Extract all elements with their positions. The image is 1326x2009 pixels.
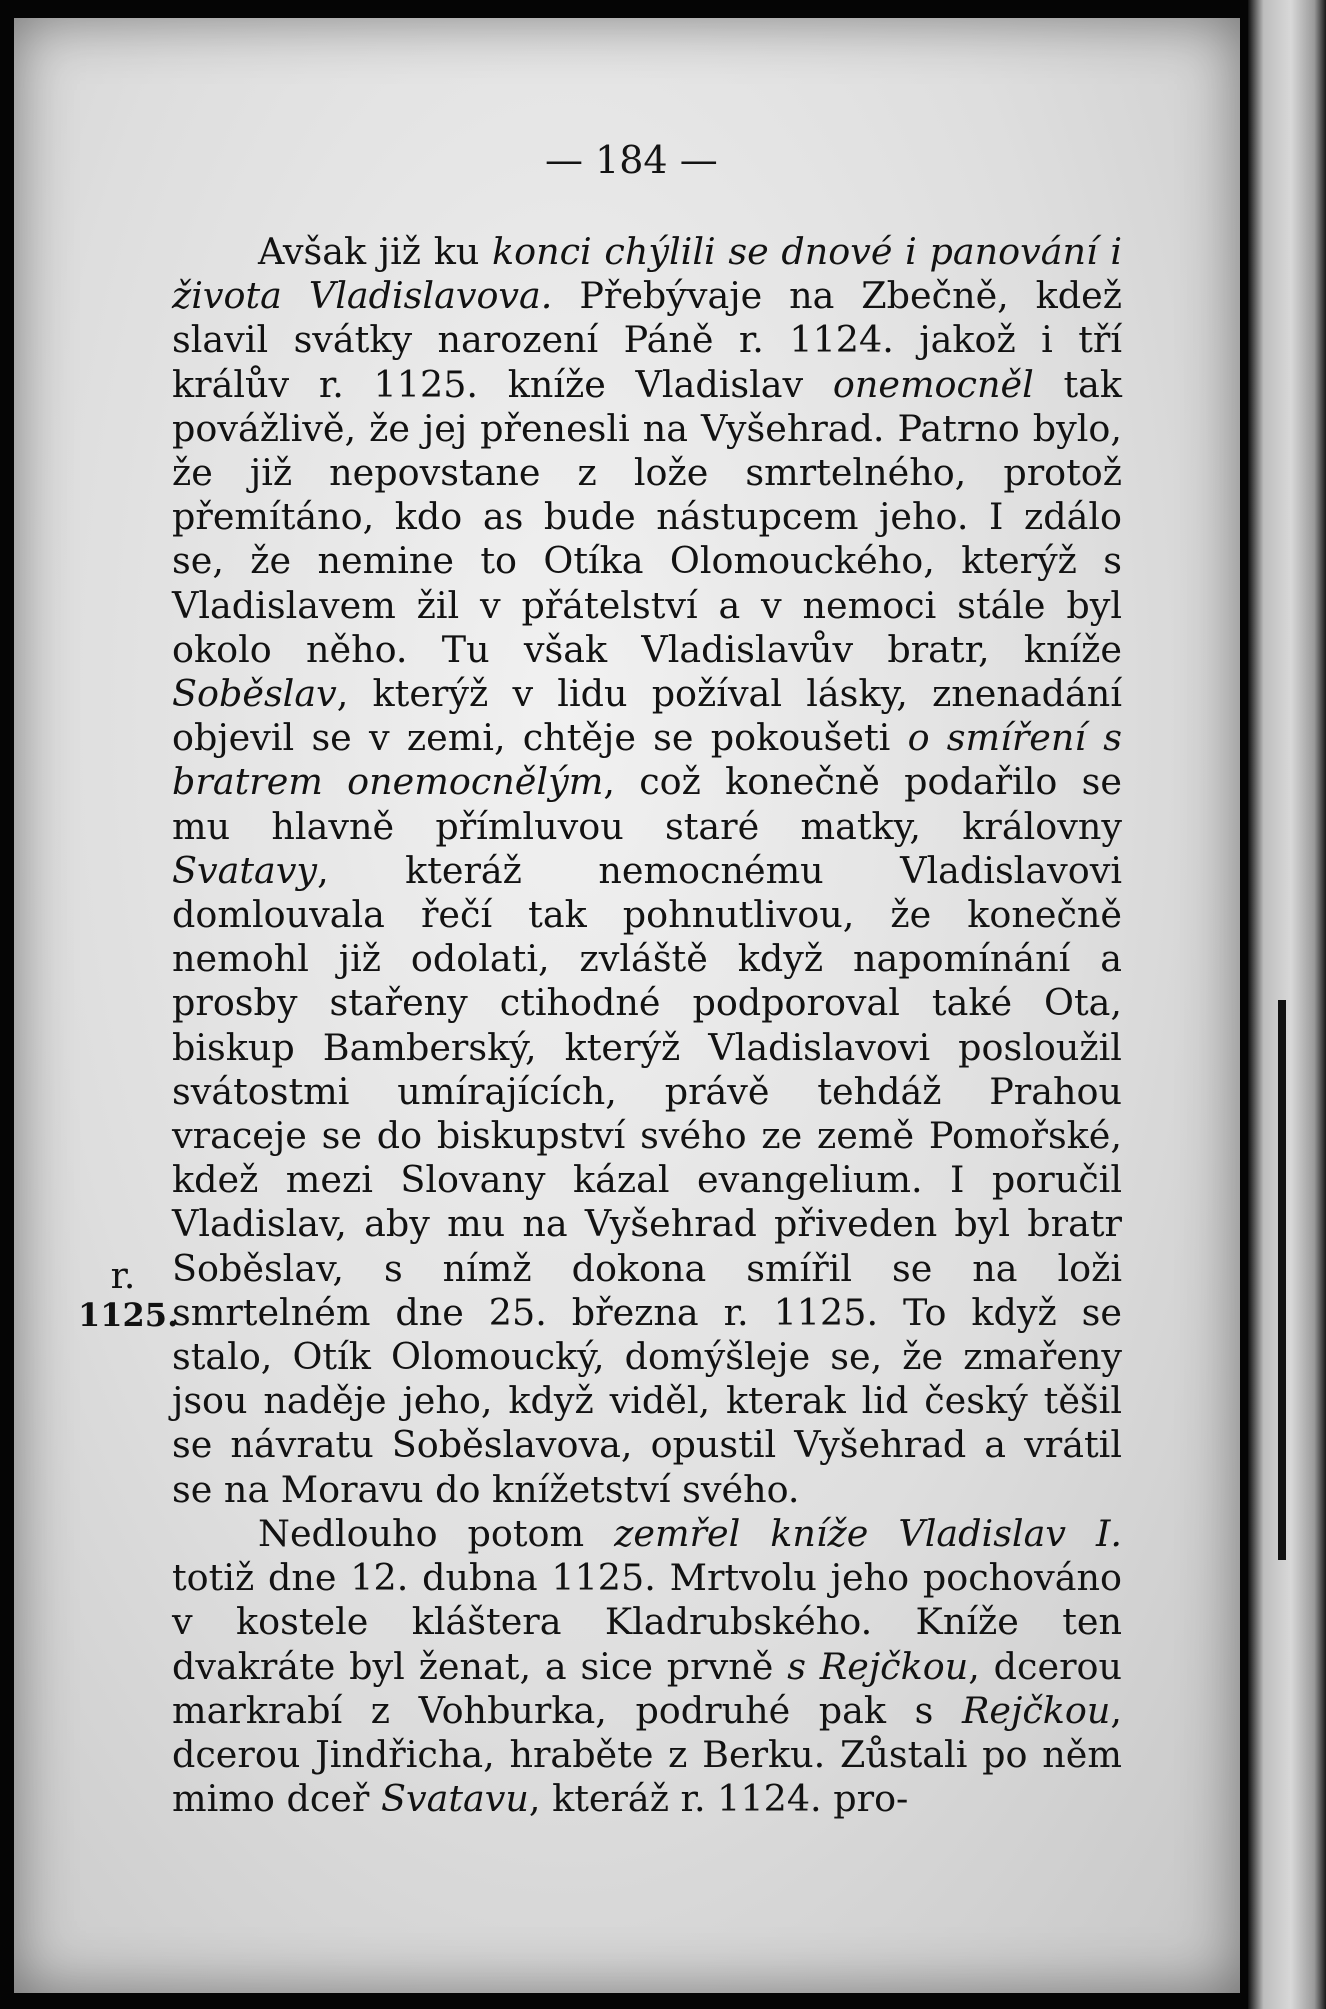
margin-note-year (78, 1256, 179, 1334)
italic-run: konci chýlili se dnové i panování i života Vladislavova. (172, 230, 1123, 318)
italic-run: Rejčkou (961, 1688, 1111, 1732)
italic-run: Svatavy (172, 848, 318, 892)
italic-run: o smíření s bratrem onemocnělým (172, 716, 1123, 804)
body-text (172, 230, 1122, 1821)
text-run: , dcerou Jindřicha, hraběte z Berku. Zůstali po něm mimo dceř (172, 1688, 1122, 1821)
text-run: , kteráž r. 1124. pro- (528, 1777, 909, 1821)
text-run: Avšak již ku (258, 230, 493, 273)
text-run: Nedlouho potom (258, 1511, 615, 1555)
text-run: tak povážlivě, že jej přenesli na Vyšehrad. Patrno bylo, že již nepovstane z lože smrtelného, protož přemítáno, kdo as bude nástupcem jeho. I zdálo se, že nemine to Otíka Olomouckého, kterýž s Vladislavem žil v přátelství a v nemoci stále byl okolo něho. Tu však Vladislavův bratr, kníže (172, 362, 1122, 671)
italic-run: Soběslav (172, 672, 337, 716)
italic-run: s Rejčkou (787, 1644, 969, 1688)
text-run: totiž dne 12. dubna 1125. Mrtvolu jeho pochováno v kostele kláštera Kladrubského. Kníže ten dvakráte byl ženat, a sice prvně (172, 1556, 1122, 1688)
paragraph-2 (172, 1512, 1122, 1821)
italic-run: zemřel kníže Vladislav I. (614, 1511, 1122, 1555)
binding-shadow (1278, 1000, 1286, 1560)
text-run: , kteráž nemocnému Vladislavovi domlouvala řečí tak pohnutlivou, že konečně nemohl již odolati, zvláště když napomínání a prosby stařeny ctihodné podporoval také Ota, biskup Bamberský, kterýž Vladislavovi posloužil svátostmi umírajících, právě tehdáž Prahou vraceje se do biskupství svého ze země Pomořské, kdež mezi Slovany kázal evangelium. I poručil Vladislav, aby mu na Vyšehrad přiveden byl bratr Soběslav, s nímž dokona smířil se na loži smrtelném dne 25. března r. 1125. To když se stalo, Otík Olomoucký, domýšleje se, že zmařeny jsou naděje jeho, když viděl, kterak lid český těšil se návratu Soběslavova, opustil Vyšehrad a vrátil se na Moravu do knížetství svého. (172, 848, 1122, 1511)
page-number: — 184 — (545, 138, 718, 182)
text-run: , kterýž v lidu požíval lásky, znenadání objevil se v zemi, chtěje se pokoušeti (172, 672, 1122, 760)
italic-run: onemocněl (832, 362, 1034, 406)
text-run: , což konečně podařilo se mu hlavně přímluvou staré matky, královny (172, 760, 1122, 848)
italic-run: Svatavu (380, 1777, 529, 1821)
text-run: Přebývaje na Zbečně, kdež slavil svátky narození Páně r. 1124. jakož i tří králův r. 1125. kníže Vladislav (172, 274, 1122, 406)
margin-note-line1: r. (110, 1256, 136, 1297)
margin-note-line2: 1125. (78, 1296, 179, 1334)
page-edge (1248, 0, 1326, 2009)
text-run: , dcerou markrabí z Vohburka, podruhé pak s (172, 1644, 1123, 1732)
paragraph-1 (172, 230, 1122, 1512)
